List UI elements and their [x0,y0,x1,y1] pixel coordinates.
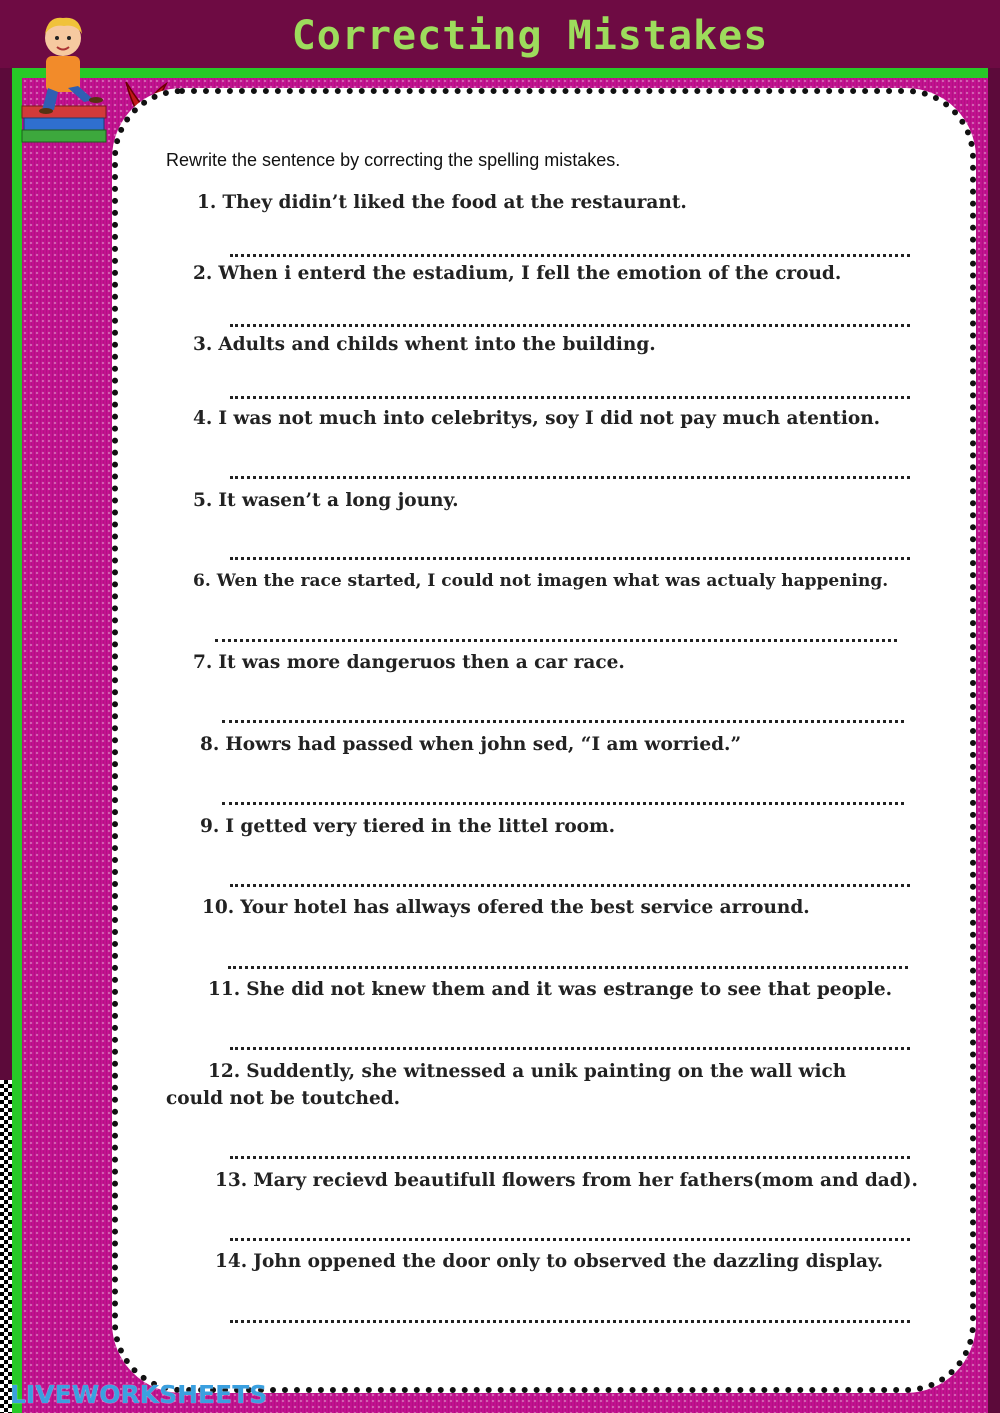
answer-line-5[interactable] [230,557,910,560]
question-13: 13. Mary recievd beautifull flowers from her fathers(mom and dad). [215,1170,918,1191]
answer-line-14[interactable] [230,1320,910,1323]
question-11: 11. She did not knew them and it was estrange to see that people. [208,979,893,1000]
question-6: 6. Wen the race started, I could not imagen what was actualy happening. [193,571,889,591]
answer-line-8[interactable] [222,802,904,805]
boy-on-books-icon [18,10,110,150]
answer-line-12[interactable] [230,1156,910,1159]
question-8: 8. Howrs had passed when john sed, “I am worried.” [200,734,742,755]
worksheet-title: Correcting Mistakes [291,13,769,59]
question-14: 14. John oppened the door only to observed the dazzling display. [215,1251,884,1272]
question-1: 1. They didin’t liked the food at the restaurant. [197,192,687,213]
question-12-continued: could not be toutched. [166,1088,401,1109]
question-4: 4. I was not much into celebritys, soy I did not pay much atention. [193,408,881,429]
question-9: 9. I getted very tiered in the littel room. [200,816,616,837]
question-12: 12. Suddently, she witnessed a unik painting on the wall wich [208,1061,847,1082]
answer-line-7[interactable] [222,720,904,723]
question-3: 3. Adults and childs whent into the building. [193,334,656,355]
question-2: 2. When i enterd the estadium, I fell the emotion of the croud. [193,263,842,284]
question-5: 5. It wasen’t a long jouny. [193,490,459,511]
instructions: Rewrite the sentence by correcting the spelling mistakes. [166,150,621,170]
answer-line-11[interactable] [230,1047,910,1050]
answer-line-10[interactable] [228,966,908,969]
question-7: 7. It was more dangeruos then a car race. [193,652,625,673]
answer-line-4[interactable] [230,476,910,479]
answer-line-1[interactable] [230,254,910,257]
answer-line-3[interactable] [230,396,910,399]
liveworksheets-logo: LIVEWORKSHEETS [10,1380,268,1409]
checker-strip [0,1080,12,1413]
answer-line-6[interactable] [215,639,897,642]
answer-line-2[interactable] [230,324,910,327]
question-10: 10. Your hotel has allways ofered the best service arround. [202,897,810,918]
answer-line-9[interactable] [230,884,910,887]
answer-line-13[interactable] [230,1238,910,1241]
